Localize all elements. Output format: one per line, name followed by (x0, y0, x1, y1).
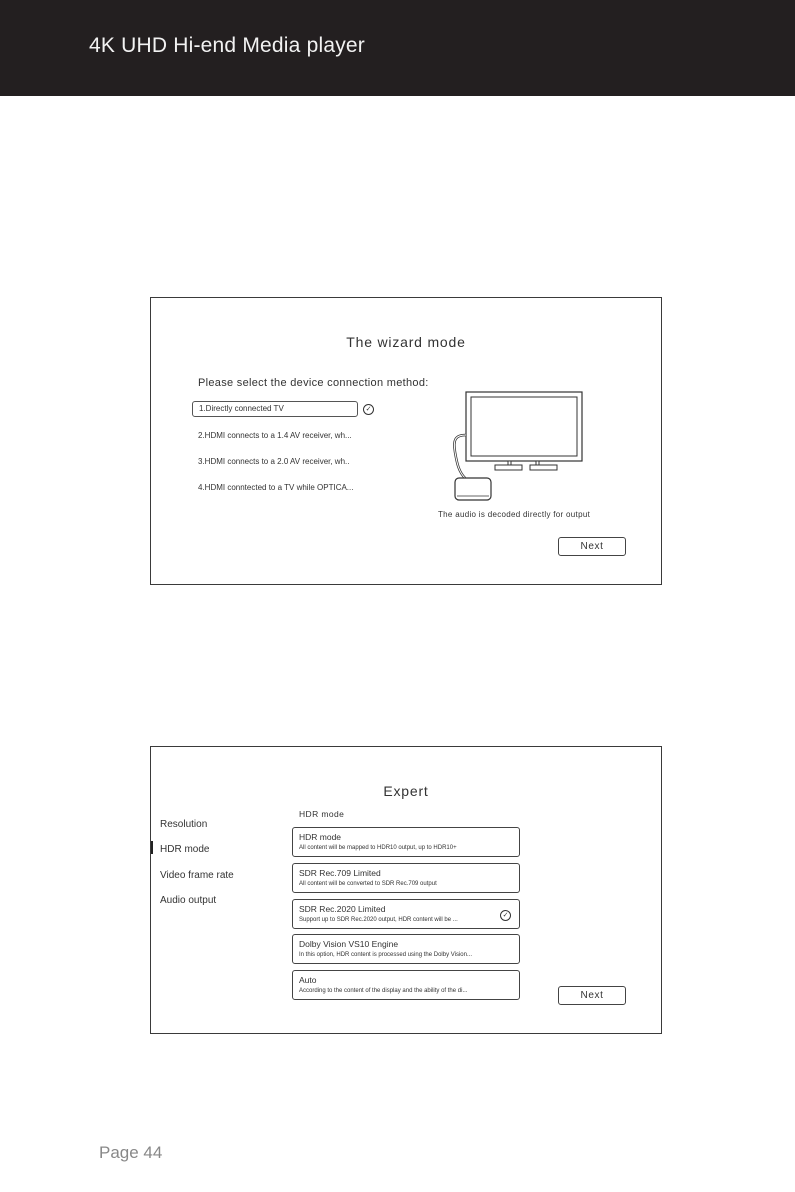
page-header (0, 0, 795, 96)
tv-stand-right (530, 465, 557, 470)
sidebar-item-resolution[interactable]: Resolution (160, 819, 208, 830)
expert-title: Expert (383, 783, 429, 799)
option-label: 4.HDMI conntected to a TV while OPTICA... (198, 483, 354, 492)
wizard-mode-screenshot (150, 297, 662, 585)
check-icon: ✓ (363, 404, 374, 415)
card-title: Auto (299, 975, 317, 985)
header-title: 4K UHD Hi-end Media player (89, 34, 365, 57)
wizard-title: The wizard mode (346, 334, 466, 350)
card-title: SDR Rec.709 Limited (299, 868, 381, 878)
check-icon: ✓ (500, 910, 511, 921)
card-description: According to the content of the display and the ability of the di... (299, 988, 468, 994)
option-av-receiver-1-4[interactable] (192, 428, 358, 444)
card-title: HDR mode (299, 832, 342, 842)
next-button[interactable]: Next (558, 537, 626, 556)
option-label: 1.Directly connected TV (199, 404, 284, 413)
option-tv-optical[interactable] (192, 480, 358, 496)
media-player-box (455, 478, 491, 500)
card-dolby-vision[interactable] (292, 934, 520, 964)
sidebar-item-audio-output[interactable]: Audio output (160, 895, 217, 906)
option-direct-tv[interactable] (192, 401, 358, 417)
card-description: All content will be mapped to HDR10 output, up to HDR10+ (299, 845, 457, 851)
option-label: 2.HDMI connects to a 1.4 AV receiver, wh... (198, 431, 352, 440)
audio-caption: The audio is decoded directly for output (438, 510, 591, 519)
section-label: HDR mode (299, 809, 345, 819)
sidebar-item-video-frame-rate[interactable]: Video frame rate (160, 870, 234, 881)
page-number: Page 44 (99, 1143, 163, 1162)
sidebar-item-hdr-mode[interactable]: HDR mode (160, 844, 210, 855)
card-description: All content will be converted to SDR Rec.709 output (299, 881, 437, 887)
card-description: In this option, HDR content is processed using the Dolby Vision... (299, 952, 472, 958)
tv-screen (471, 397, 577, 456)
card-title: Dolby Vision VS10 Engine (299, 939, 399, 949)
card-sdr-rec2020[interactable] (292, 899, 520, 929)
option-label: 3.HDMI connects to a 2.0 AV receiver, wh.. (198, 457, 350, 466)
tv-with-player-illustration (447, 390, 585, 502)
next-button[interactable]: Next (558, 986, 626, 1005)
active-item-marker (151, 841, 153, 854)
card-sdr-rec709[interactable] (292, 863, 520, 893)
tv-stand-left (495, 465, 522, 470)
card-hdr-mode[interactable] (292, 827, 520, 857)
connection-prompt: Please select the device connection method: (198, 377, 429, 389)
option-av-receiver-2-0[interactable] (192, 454, 358, 470)
expert-mode-screenshot (150, 746, 662, 1034)
card-auto[interactable] (292, 970, 520, 1000)
card-description: Support up to SDR Rec.2020 output, HDR content will be ... (299, 917, 458, 923)
card-title: SDR Rec.2020 Limited (299, 904, 386, 914)
